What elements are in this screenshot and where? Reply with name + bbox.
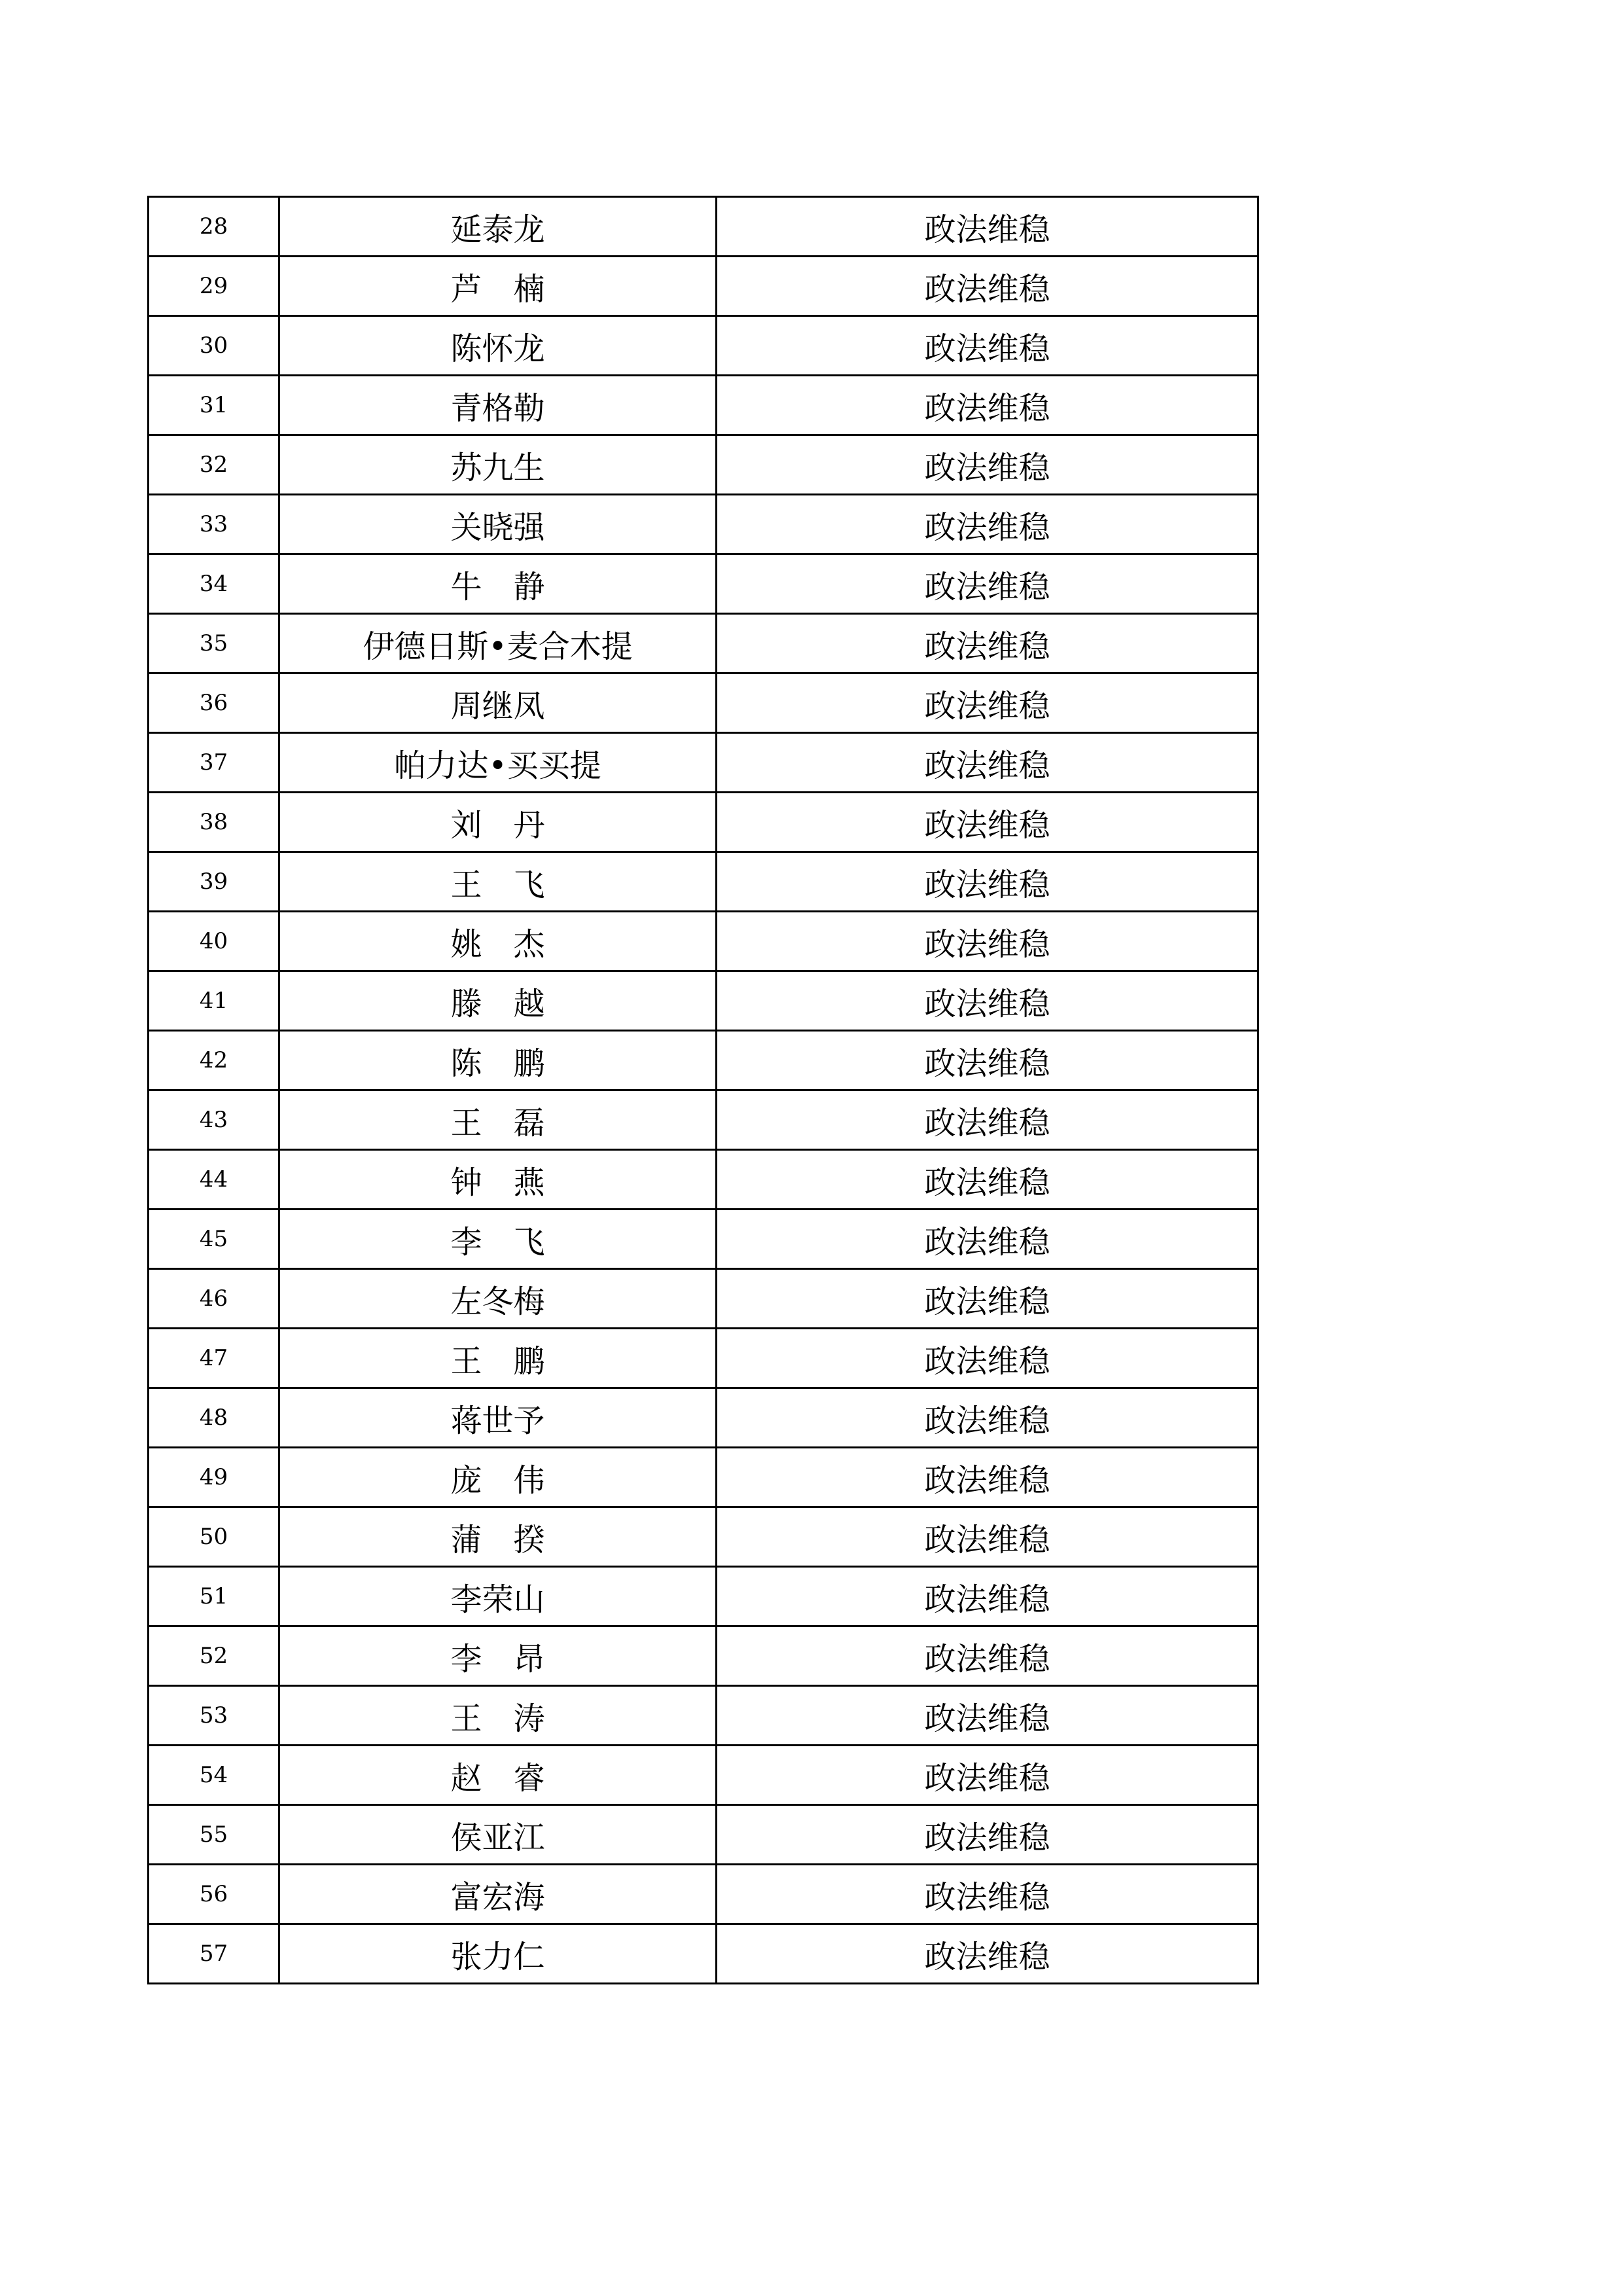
table-row [149, 495, 1258, 554]
row-number-cell: 46 [149, 1269, 279, 1329]
person-name-cell: 芦 楠 [279, 257, 717, 316]
category-cell: 政法维稳 [717, 614, 1258, 673]
person-name-cell: 李 昂 [279, 1626, 717, 1686]
roster-table [147, 196, 1259, 1984]
person-name-cell: 蒋世予 [279, 1388, 717, 1448]
roster-table-body [149, 197, 1258, 1984]
table-row [149, 554, 1258, 614]
table-row [149, 1329, 1258, 1388]
category-cell: 政法维稳 [717, 1329, 1258, 1388]
category-cell: 政法维稳 [717, 1448, 1258, 1507]
row-number-cell: 56 [149, 1865, 279, 1924]
person-name-cell: 陈怀龙 [279, 316, 717, 376]
category-cell: 政法维稳 [717, 197, 1258, 257]
row-number-cell: 43 [149, 1090, 279, 1150]
table-row [149, 1448, 1258, 1507]
category-cell: 政法维稳 [717, 1210, 1258, 1269]
table-row [149, 912, 1258, 971]
category-cell: 政法维稳 [717, 316, 1258, 376]
person-name-cell: 王 涛 [279, 1686, 717, 1746]
row-number-cell: 36 [149, 673, 279, 733]
row-number-cell: 32 [149, 435, 279, 495]
category-cell: 政法维稳 [717, 1686, 1258, 1746]
category-cell: 政法维稳 [717, 1567, 1258, 1626]
category-cell: 政法维稳 [717, 1865, 1258, 1924]
person-name-cell: 王 鹏 [279, 1329, 717, 1388]
category-cell: 政法维稳 [717, 1746, 1258, 1805]
person-name-cell: 王 磊 [279, 1090, 717, 1150]
category-cell: 政法维稳 [717, 1507, 1258, 1567]
row-number-cell: 55 [149, 1805, 279, 1865]
table-row [149, 1031, 1258, 1090]
table-row [149, 793, 1258, 852]
category-cell: 政法维稳 [717, 495, 1258, 554]
category-cell: 政法维稳 [717, 554, 1258, 614]
category-cell: 政法维稳 [717, 257, 1258, 316]
table-row [149, 316, 1258, 376]
row-number-cell: 52 [149, 1626, 279, 1686]
category-cell: 政法维稳 [717, 1269, 1258, 1329]
person-name-cell: 王 飞 [279, 852, 717, 912]
table-row [149, 614, 1258, 673]
table-row [149, 1150, 1258, 1210]
table-row [149, 733, 1258, 793]
table-row [149, 971, 1258, 1031]
table-row [149, 197, 1258, 257]
row-number-cell: 53 [149, 1686, 279, 1746]
table-row [149, 1269, 1258, 1329]
table-row [149, 1090, 1258, 1150]
category-cell: 政法维稳 [717, 852, 1258, 912]
category-cell: 政法维稳 [717, 376, 1258, 435]
category-cell: 政法维稳 [717, 1626, 1258, 1686]
category-cell: 政法维稳 [717, 1150, 1258, 1210]
person-name-cell: 庞 伟 [279, 1448, 717, 1507]
table-row [149, 852, 1258, 912]
row-number-cell: 42 [149, 1031, 279, 1090]
table-row [149, 376, 1258, 435]
row-number-cell: 47 [149, 1329, 279, 1388]
category-cell: 政法维稳 [717, 1090, 1258, 1150]
person-name-cell: 苏九生 [279, 435, 717, 495]
row-number-cell: 54 [149, 1746, 279, 1805]
table-row [149, 1210, 1258, 1269]
person-name-cell: 周继凤 [279, 673, 717, 733]
person-name-cell: 延泰龙 [279, 197, 717, 257]
table-row [149, 1626, 1258, 1686]
table-row [149, 1686, 1258, 1746]
person-name-cell: 张力仁 [279, 1924, 717, 1984]
person-name-cell: 蒲 揆 [279, 1507, 717, 1567]
category-cell: 政法维稳 [717, 1924, 1258, 1984]
row-number-cell: 37 [149, 733, 279, 793]
row-number-cell: 49 [149, 1448, 279, 1507]
person-name-cell: 李荣山 [279, 1567, 717, 1626]
person-name-cell: 侯亚江 [279, 1805, 717, 1865]
table-row [149, 257, 1258, 316]
row-number-cell: 50 [149, 1507, 279, 1567]
table-row [149, 1865, 1258, 1924]
row-number-cell: 35 [149, 614, 279, 673]
row-number-cell: 28 [149, 197, 279, 257]
person-name-cell: 帕力达•买买提 [279, 733, 717, 793]
row-number-cell: 40 [149, 912, 279, 971]
table-row [149, 1924, 1258, 1984]
category-cell: 政法维稳 [717, 1031, 1258, 1090]
row-number-cell: 33 [149, 495, 279, 554]
category-cell: 政法维稳 [717, 673, 1258, 733]
category-cell: 政法维稳 [717, 971, 1258, 1031]
person-name-cell: 富宏海 [279, 1865, 717, 1924]
person-name-cell: 李 飞 [279, 1210, 717, 1269]
row-number-cell: 45 [149, 1210, 279, 1269]
row-number-cell: 29 [149, 257, 279, 316]
category-cell: 政法维稳 [717, 1388, 1258, 1448]
table-row [149, 673, 1258, 733]
row-number-cell: 44 [149, 1150, 279, 1210]
person-name-cell: 钟 燕 [279, 1150, 717, 1210]
table-row [149, 435, 1258, 495]
table-row [149, 1388, 1258, 1448]
person-name-cell: 青格勒 [279, 376, 717, 435]
row-number-cell: 30 [149, 316, 279, 376]
category-cell: 政法维稳 [717, 435, 1258, 495]
table-row [149, 1567, 1258, 1626]
person-name-cell: 刘 丹 [279, 793, 717, 852]
row-number-cell: 41 [149, 971, 279, 1031]
person-name-cell: 陈 鹏 [279, 1031, 717, 1090]
person-name-cell: 伊德日斯•麦合木提 [279, 614, 717, 673]
person-name-cell: 滕 越 [279, 971, 717, 1031]
person-name-cell: 姚 杰 [279, 912, 717, 971]
person-name-cell: 牛 静 [279, 554, 717, 614]
row-number-cell: 34 [149, 554, 279, 614]
row-number-cell: 48 [149, 1388, 279, 1448]
table-row [149, 1507, 1258, 1567]
person-name-cell: 左冬梅 [279, 1269, 717, 1329]
row-number-cell: 57 [149, 1924, 279, 1984]
category-cell: 政法维稳 [717, 912, 1258, 971]
category-cell: 政法维稳 [717, 1805, 1258, 1865]
person-name-cell: 赵 睿 [279, 1746, 717, 1805]
person-name-cell: 关晓强 [279, 495, 717, 554]
table-row [149, 1805, 1258, 1865]
row-number-cell: 31 [149, 376, 279, 435]
row-number-cell: 51 [149, 1567, 279, 1626]
category-cell: 政法维稳 [717, 793, 1258, 852]
category-cell: 政法维稳 [717, 733, 1258, 793]
row-number-cell: 38 [149, 793, 279, 852]
row-number-cell: 39 [149, 852, 279, 912]
table-row [149, 1746, 1258, 1805]
